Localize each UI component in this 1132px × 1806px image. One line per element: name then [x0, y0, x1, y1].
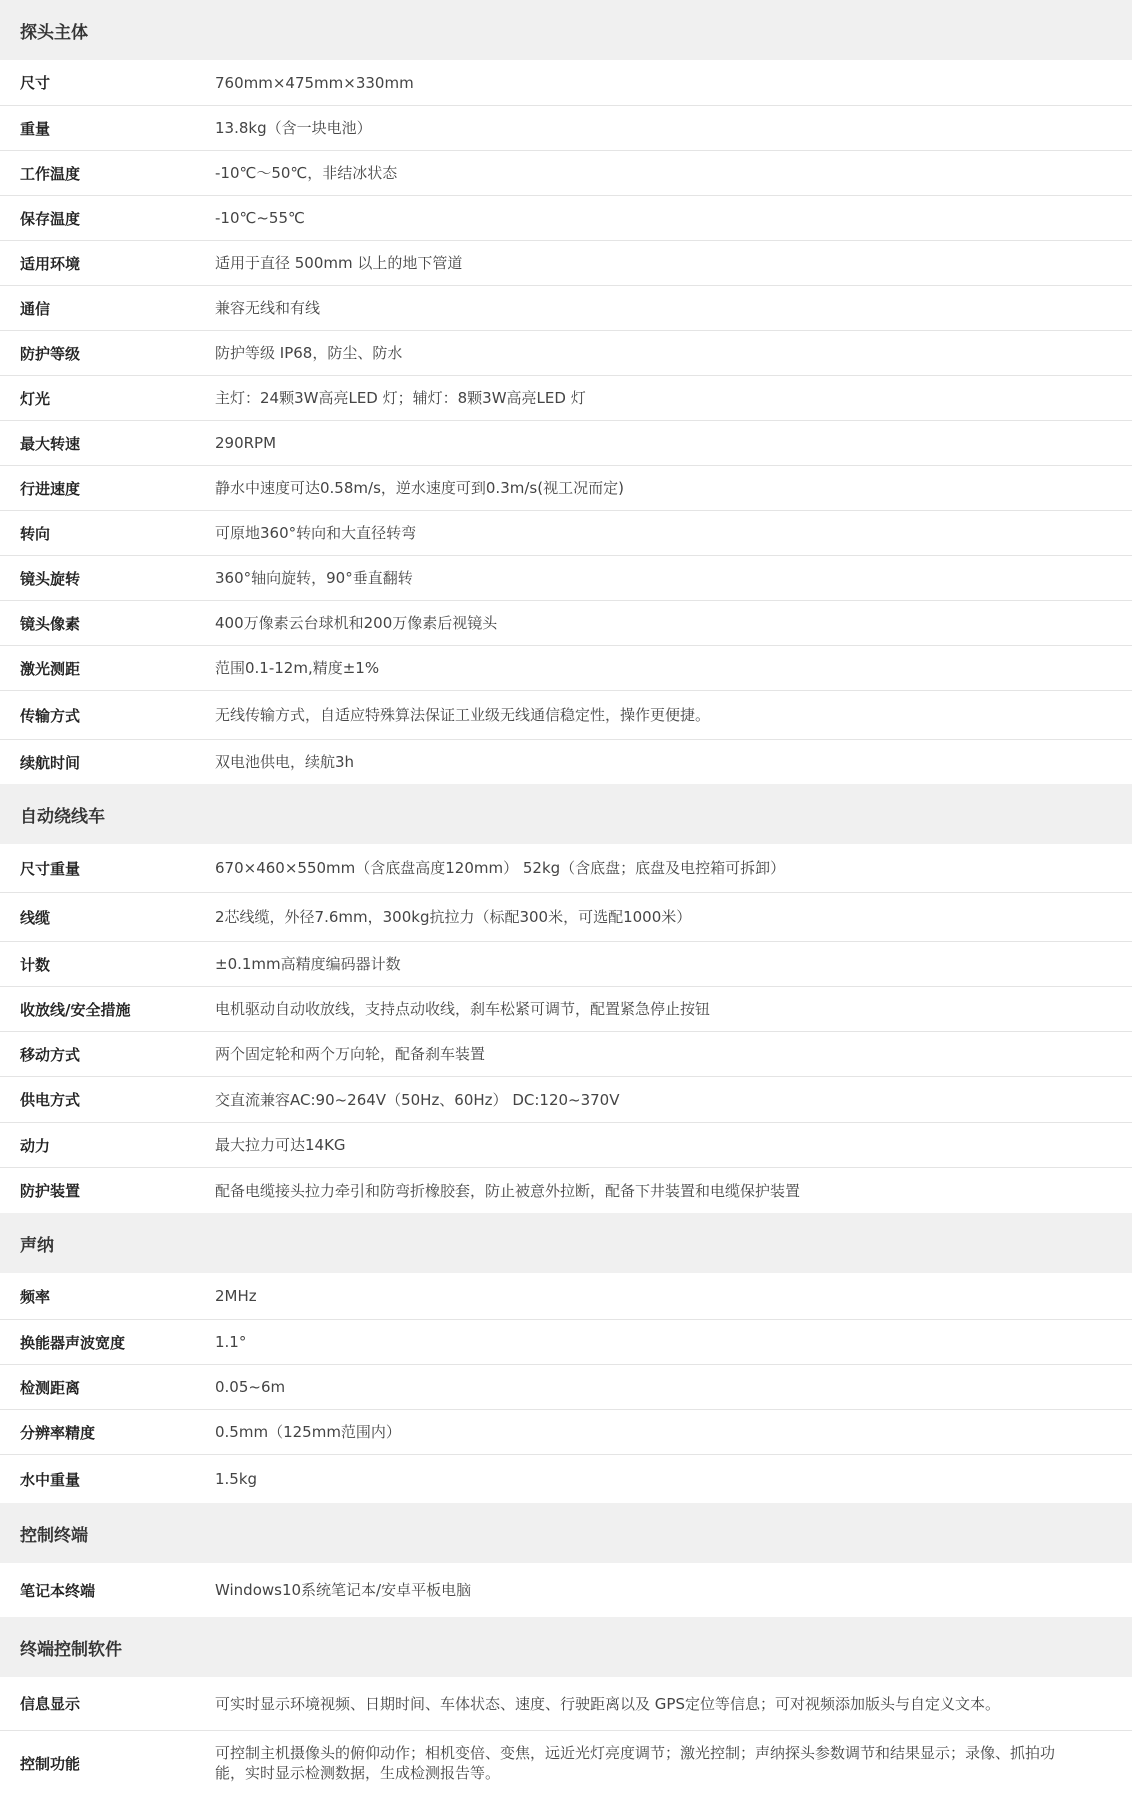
- spec-value: 1.5kg: [215, 1470, 258, 1488]
- spec-row: [0, 942, 1132, 987]
- spec-label: 防护装置: [20, 1182, 81, 1200]
- spec-row: [0, 1320, 1132, 1365]
- spec-value: -10℃~55℃: [215, 209, 305, 227]
- spec-row: [0, 1032, 1132, 1077]
- spec-label: 频率: [20, 1287, 51, 1306]
- spec-label: 动力: [20, 1136, 51, 1155]
- spec-row: [0, 376, 1132, 421]
- spec-label: 镜头旋转: [20, 569, 81, 588]
- spec-value: 2MHz: [215, 1287, 257, 1305]
- spec-row: [0, 151, 1132, 196]
- spec-value: 360°轴向旋转，90°垂直翻转: [215, 569, 413, 587]
- spec-value: 0.5mm（125mm范围内）: [215, 1423, 401, 1441]
- spec-row: [0, 1731, 1132, 1795]
- spec-value: 可原地360°转向和大直径转弯: [215, 524, 417, 542]
- spec-row: [0, 1273, 1132, 1320]
- spec-row: [0, 60, 1132, 106]
- spec-label: 换能器声波宽度: [20, 1333, 126, 1352]
- spec-value: 0.05~6m: [215, 1378, 286, 1396]
- spec-value: 可实时显示环境视频、日期时间、车体状态、速度、行驶距离以及 GPS定位等信息；可对视频添加版头与自定义文本。: [215, 1694, 1000, 1713]
- spec-value: 290RPM: [215, 434, 277, 452]
- spec-value: 最大拉力可达14KG: [215, 1136, 346, 1154]
- spec-row: [0, 740, 1132, 784]
- spec-row: [0, 691, 1132, 740]
- section-header: 声纳: [0, 1213, 1132, 1273]
- section-header: 控制终端: [0, 1503, 1132, 1563]
- spec-label: 检测距离: [20, 1378, 81, 1397]
- spec-section: [0, 1213, 1132, 1503]
- spec-label: 重量: [20, 119, 51, 138]
- spec-value: 主灯：24颗3W高亮LED 灯；辅灯：8颗3W高亮LED 灯: [215, 389, 586, 407]
- spec-row: [0, 331, 1132, 376]
- spec-label: 行进速度: [20, 479, 81, 498]
- spec-row: [0, 511, 1132, 556]
- spec-label: 续航时间: [20, 753, 81, 772]
- spec-label: 水中重量: [20, 1470, 81, 1489]
- spec-value: 2芯线缆，外径7.6mm，300kg抗拉力（标配300米，可选配1000米）: [215, 908, 692, 926]
- spec-section: [0, 1503, 1132, 1617]
- spec-label: 尺寸重量: [20, 859, 81, 878]
- spec-value: 配备电缆接头拉力牵引和防弯折橡胶套，防止被意外拉断，配备下井装置和电缆保护装置: [215, 1181, 801, 1200]
- spec-value: 1.1°: [215, 1333, 247, 1351]
- spec-value: 双电池供电，续航3h: [215, 753, 355, 771]
- spec-row: [0, 1410, 1132, 1455]
- spec-value: 两个固定轮和两个万向轮，配备刹车装置: [215, 1045, 486, 1063]
- spec-label: 计数: [20, 955, 51, 974]
- spec-row: [0, 106, 1132, 151]
- spec-label: 信息显示: [20, 1695, 81, 1713]
- spec-row: [0, 601, 1132, 646]
- spec-value: 400万像素云台球机和200万像素后视镜头: [215, 614, 498, 632]
- spec-label: 传输方式: [20, 706, 81, 725]
- spec-label: 镜头像素: [20, 614, 81, 633]
- spec-row: [0, 1365, 1132, 1410]
- spec-row: [0, 421, 1132, 466]
- spec-label: 适用环境: [20, 254, 81, 273]
- spec-label: 移动方式: [20, 1045, 81, 1064]
- section-header: 探头主体: [0, 0, 1132, 60]
- spec-label: 激光测距: [20, 659, 81, 678]
- spec-value: 范围0.1-12m,精度±1%: [215, 659, 380, 677]
- spec-value: 电机驱动自动收放线，支持点动收线，刹车松紧可调节，配置紧急停止按钮: [215, 1000, 711, 1018]
- spec-row: [0, 893, 1132, 942]
- spec-label: 供电方式: [20, 1091, 81, 1109]
- spec-value: 交直流兼容AC:90~264V（50Hz、60Hz） DC:120~370V: [215, 1090, 620, 1109]
- spec-value: 兼容无线和有线: [215, 299, 321, 317]
- spec-value: 13.8kg（含一块电池）: [215, 119, 372, 137]
- spec-label: 最大转速: [20, 434, 81, 453]
- spec-section: [0, 0, 1132, 784]
- spec-row: [0, 1563, 1132, 1617]
- spec-row: [0, 1123, 1132, 1168]
- spec-row: [0, 987, 1132, 1032]
- spec-label: 防护等级: [20, 344, 81, 363]
- spec-row: [0, 844, 1132, 893]
- spec-row: [0, 1455, 1132, 1503]
- spec-row: [0, 1077, 1132, 1123]
- spec-value: 适用于直径 500mm 以上的地下管道: [215, 254, 463, 272]
- spec-value: 670×460×550mm（含底盘高度120mm） 52kg（含底盘；底盘及电控箱可拆卸）: [215, 859, 786, 877]
- spec-section: [0, 784, 1132, 1213]
- spec-row: [0, 196, 1132, 241]
- spec-row: [0, 646, 1132, 691]
- spec-value: 760mm×475mm×330mm: [215, 73, 414, 92]
- spec-row: [0, 1677, 1132, 1731]
- spec-row: [0, 466, 1132, 511]
- spec-row: [0, 286, 1132, 331]
- spec-value: 无线传输方式，自适应特殊算法保证工业级无线通信稳定性，操作更便捷。: [215, 706, 711, 724]
- spec-section: [0, 1617, 1132, 1795]
- spec-label: 通信: [20, 299, 51, 318]
- spec-label: 保存温度: [20, 209, 81, 228]
- section-header: 自动绕线车: [0, 784, 1132, 844]
- spec-value: -10℃～50℃，非结冰状态: [215, 164, 398, 182]
- spec-label: 工作温度: [20, 164, 81, 183]
- spec-value: 可控制主机摄像头的俯仰动作；相机变倍、变焦，远近光灯亮度调节；激光控制；声纳探头参数调节和结果显示；录像、抓拍功能，实时显示检测数据，生成检测报告等。: [215, 1744, 1056, 1782]
- spec-label: 线缆: [20, 908, 51, 927]
- spec-row: [0, 241, 1132, 286]
- spec-label: 控制功能: [20, 1754, 81, 1773]
- spec-value: 静水中速度可达0.58m/s，逆水速度可到0.3m/s(视工况而定): [215, 479, 624, 497]
- spec-value: ±0.1mm高精度编码器计数: [215, 955, 401, 973]
- spec-label: 尺寸: [20, 74, 51, 92]
- spec-label: 灯光: [20, 389, 51, 408]
- section-header: 终端控制软件: [0, 1617, 1132, 1677]
- spec-label: 分辨率精度: [20, 1423, 96, 1442]
- spec-row: [0, 556, 1132, 601]
- spec-label: 收放线/安全措施: [20, 1000, 131, 1019]
- spec-label: 笔记本终端: [20, 1581, 96, 1600]
- spec-value: Windows10系统笔记本/安卓平板电脑: [215, 1581, 472, 1599]
- spec-label: 转向: [20, 524, 51, 543]
- spec-row: [0, 1168, 1132, 1213]
- spec-value: 防护等级 IP68，防尘、防水: [215, 344, 403, 362]
